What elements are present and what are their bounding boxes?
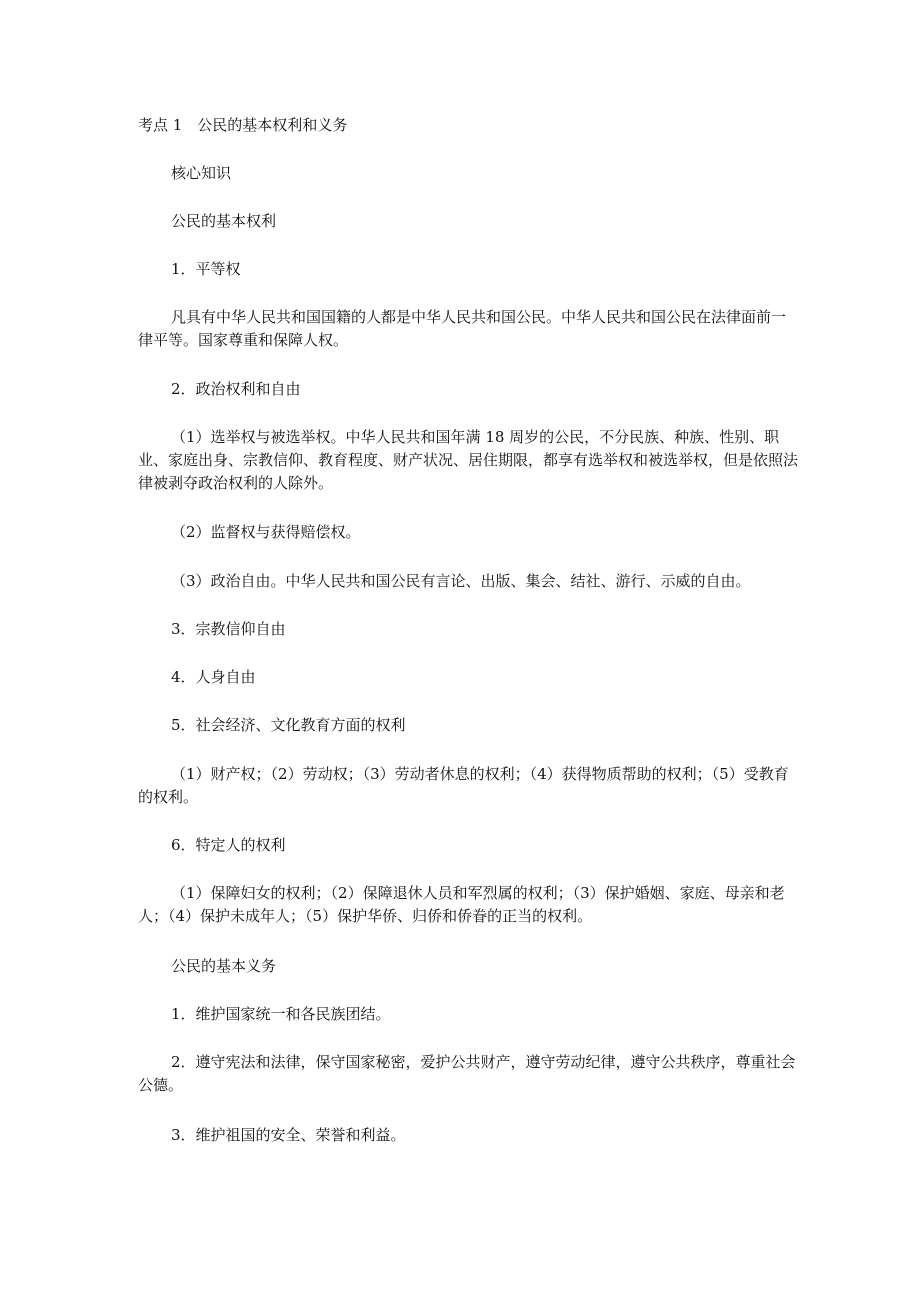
right-2-item-1: （1）选举权与被选举权。中华人民共和国年满 18 周岁的公民，不分民族、种族、性别、职业、家庭出身、宗教信仰、教育程度、财产状况、居住期限，都享有选举权和被选举权，但是依照法律被剥夺政治权利的人除外。 [138, 428, 799, 492]
right-3-title: 3．宗教信仰自由 [171, 620, 286, 638]
right-5-body: （1）财产权；（2）劳动权；（3）劳动者休息的权利；（4）获得物质帮助的权利；（5）受教育的权利。 [138, 765, 789, 806]
right-4-title: 4．人身自由 [171, 668, 256, 686]
right-1-body: 凡具有中华人民共和国国籍的人都是中华人民共和国公民。中华人民共和国公民在法律面前一律平等。国家尊重和保障人权。 [138, 308, 787, 349]
right-2-item-3: （3）政治自由。中华人民共和国公民有言论、出版、集会、结社、游行、示威的自由。 [171, 572, 751, 590]
rights-heading: 公民的基本权利 [171, 212, 277, 230]
right-1-title: 1．平等权 [171, 260, 241, 278]
page-title: 考点 1 公民的基本权利和义务 [138, 116, 348, 134]
right-6-title: 6．特定人的权利 [171, 836, 286, 854]
section-heading-core: 核心知识 [171, 164, 232, 182]
duty-1: 1．维护国家统一和各民族团结。 [171, 1005, 391, 1023]
right-2-item-2: （2）监督权与获得赔偿权。 [171, 523, 361, 541]
right-6-body: （1）保障妇女的权利；（2）保障退休人员和军烈属的权利；（3）保护婚姻、家庭、母亲和老人；（4）保护未成年人；（5）保护华侨、归侨和侨眷的正当的权利。 [138, 884, 785, 925]
right-2-title: 2．政治权利和自由 [171, 380, 301, 398]
duties-heading: 公民的基本义务 [171, 957, 277, 975]
duty-2: 2．遵守宪法和法律，保守国家秘密，爱护公共财产，遵守劳动纪律，遵守公共秩序，尊重社会公德。 [138, 1053, 796, 1094]
duty-3: 3．维护祖国的安全、荣誉和利益。 [171, 1126, 406, 1144]
right-5-title: 5．社会经济、文化教育方面的权利 [171, 716, 406, 734]
